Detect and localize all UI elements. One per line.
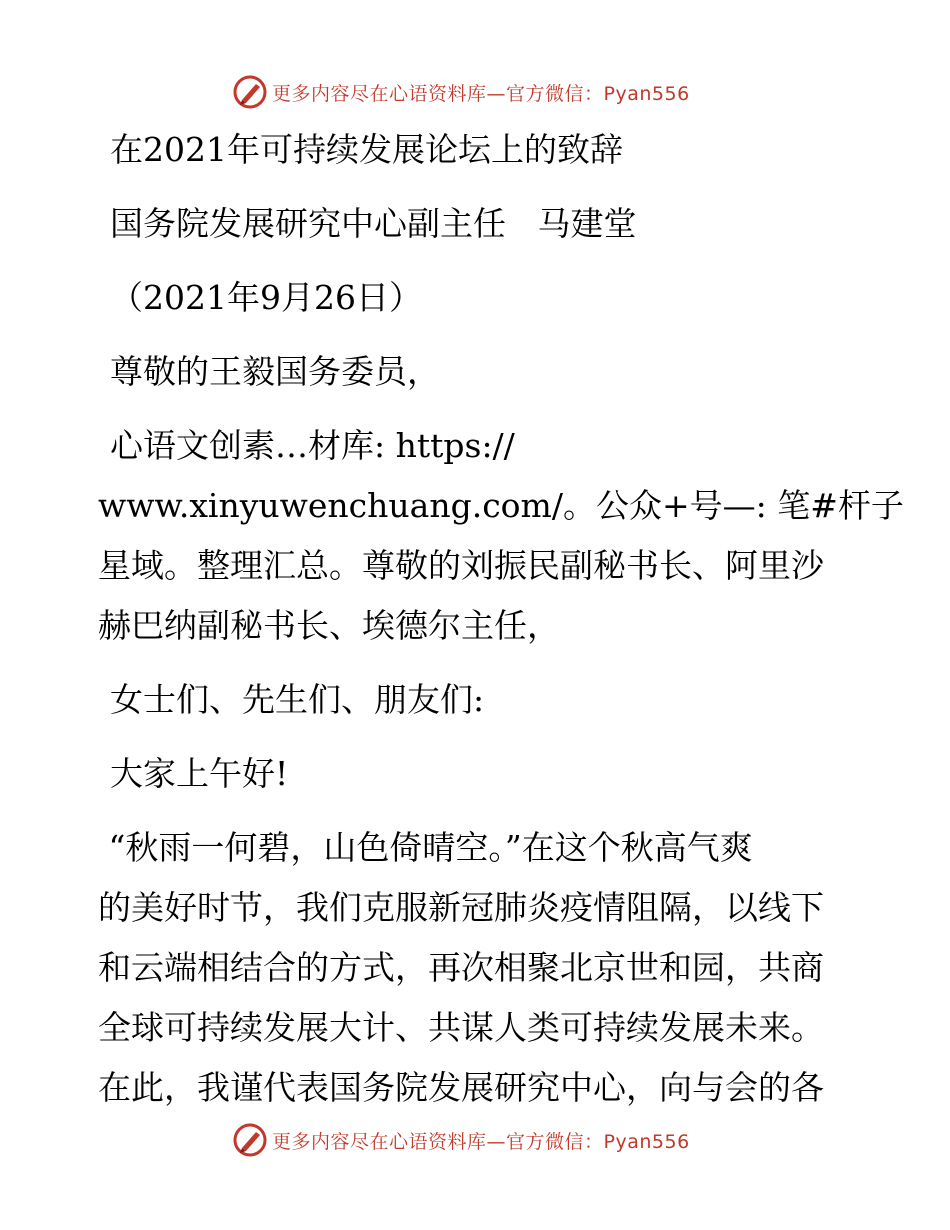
watermark-text: 更多内容尽在心语资料库—官方微信：Pyan556 — [272, 1130, 690, 1153]
body-line: 和云端相结合的方式，再次相聚北京世和园，共商 — [98, 948, 824, 987]
body-paragraph — [98, 818, 858, 1118]
watermark-text: 更多内容尽在心语资料库—官方微信：Pyan556 — [272, 82, 690, 105]
note-line: 心语文创素…材库: https:// — [110, 426, 515, 465]
pen-logo-icon — [232, 1122, 268, 1158]
body-line: 在此，我谨代表国务院发展研究中心，向与会的各 — [98, 1068, 824, 1107]
pen-logo-icon — [232, 74, 268, 110]
body-line: “秋雨一何碧，山色倚晴空。”在这个秋高气爽 — [98, 828, 753, 867]
document-date: （2021年9月26日） — [110, 278, 422, 317]
document-body — [98, 120, 904, 1118]
greeting-line: 大家上午好! — [110, 754, 289, 793]
note-line: 赫巴纳副秘书长、埃德尔主任， — [98, 606, 560, 645]
document-author: 国务院发展研究中心副主任 马建堂 — [110, 204, 637, 243]
body-line: 全球可持续发展大计、共谋人类可持续发展未来。 — [98, 1008, 824, 1047]
note-paragraph — [98, 416, 904, 656]
body-line: 的美好时节，我们克服新冠肺炎疫情阻隔，以线下 — [98, 888, 824, 927]
watermark-header — [232, 72, 690, 112]
note-line: 星域。整理汇总。尊敬的刘振民副秘书长、阿里沙 — [98, 546, 824, 585]
document-title: 在2021年可持续发展论坛上的致辞 — [110, 130, 623, 169]
salutation-line-1: 尊敬的王毅国务委员， — [110, 352, 440, 391]
salutation-line-2: 女士们、先生们、朋友们: — [110, 680, 485, 719]
note-line: www.xinyuwenchuang.com/。公众+号—: 笔#杆子 — [98, 486, 904, 525]
watermark-footer — [232, 1120, 690, 1160]
